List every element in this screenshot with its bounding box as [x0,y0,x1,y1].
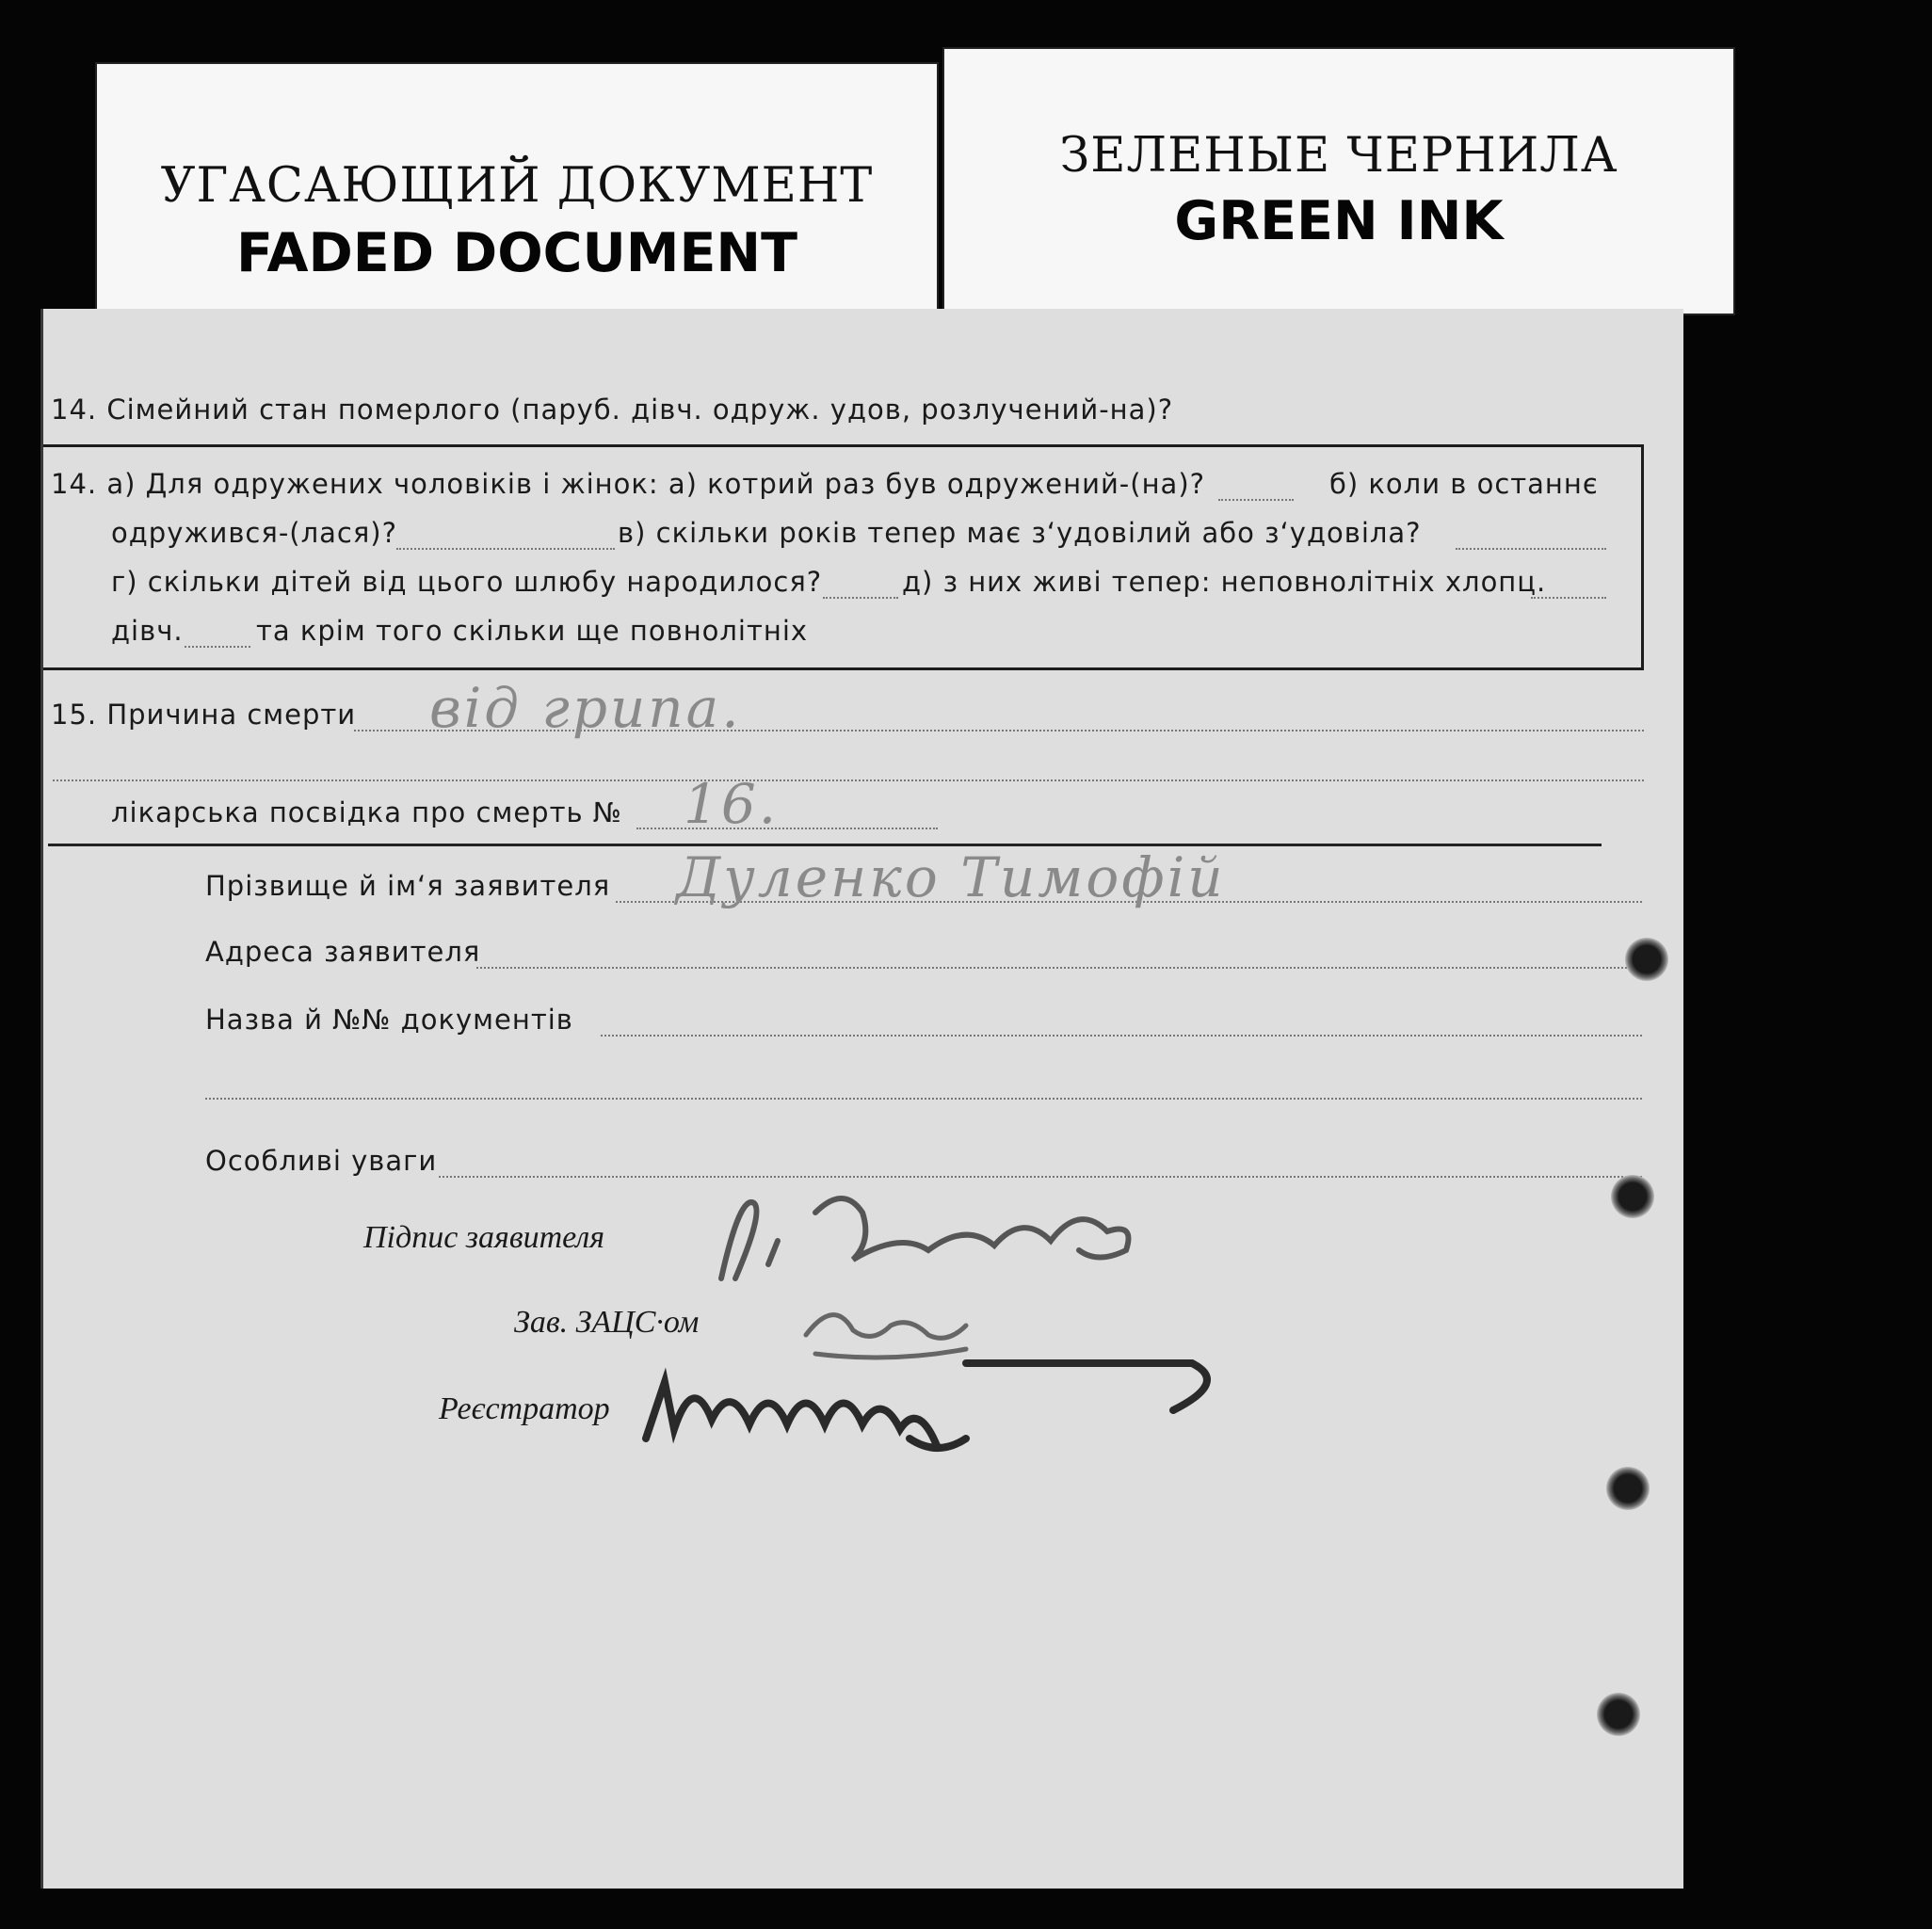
medical-certificate-fill [636,828,938,829]
q14a-line2-b: в) скільки років тепер має з‘удовілий або з‘удовіла? [618,517,1422,549]
q14a-line3-fill [823,597,898,599]
q14a-line3-b: д) з них живі тепер: неповнолітніх хлопц. [902,566,1547,598]
green-label-ru: ЗЕЛЕНЫЕ ЧЕРНИЛА [1059,128,1618,184]
q14a-line1: 14. а) Для одружених чоловіків і жінок: а) котрий раз був одружений-(на)? [51,468,1206,500]
q14-marital-status: 14. Сімейний стан померлого (паруб. дівч. одруж. удов, розлучений-на)? [51,394,1174,426]
q14a-line1-fill [1218,499,1294,501]
medical-certificate: лікарська посвідка про смерть № [111,796,622,828]
documents: Назва й №№ документів [205,1004,573,1036]
applicant-signature-label: Підпис заявителя [363,1220,605,1255]
record-page [40,309,1683,1889]
green-label-en: GREEN INK [1174,190,1504,252]
q15-cause-of-death: 15. Причина смерти [51,699,357,731]
registrar-signature-label: Реєстратор [439,1391,610,1426]
punch-hole [1625,938,1668,981]
applicant-signature [684,1175,1211,1297]
q14a-line4-fill [185,646,250,648]
applicant-address-fill [476,967,1642,969]
q14a-line4: дівч. [111,615,184,647]
q15-cause-value: від грипа. [429,676,742,740]
documents-extra-line [205,1098,1642,1100]
medical-certificate-value: 16. [684,772,780,836]
q15-extra-line [53,780,1644,781]
q14a-line2-end-fill [1456,548,1606,550]
applicant-address: Адреса заявителя [205,936,481,968]
faded-label-en: FADED DOCUMENT [235,222,798,284]
faded-label-ru: УГАСАЮЩИЙ ДОКУМЕНТ [160,158,874,214]
q14a-line1-b: б) коли в останнє [1329,468,1599,500]
punch-hole [1611,1175,1654,1218]
q14a-line2-fill [396,548,615,550]
q14a-line3-end-fill [1531,597,1606,599]
faded-document-label [95,62,939,316]
registrar-signature [627,1344,1267,1467]
punch-hole [1597,1693,1640,1736]
applicant-name-value: Дуленко Тимофій [676,845,1226,909]
documents-fill [601,1035,1642,1037]
green-ink-label [942,47,1735,315]
q14a-line2: одружився-(лася)? [111,517,397,549]
punch-hole [1606,1467,1650,1510]
remarks: Особливі уваги [205,1145,438,1177]
q14a-line4-b: та крім того скільки ще повнолітніх [256,615,809,647]
q14a-box [43,444,1644,670]
applicant-name: Прізвище й ім‘я заявителя [205,870,611,902]
q14a-line3: г) скільки дітей від цього шлюбу народилося? [111,566,823,598]
head-signature-label: Зав. ЗАЦС·ом [514,1305,700,1340]
